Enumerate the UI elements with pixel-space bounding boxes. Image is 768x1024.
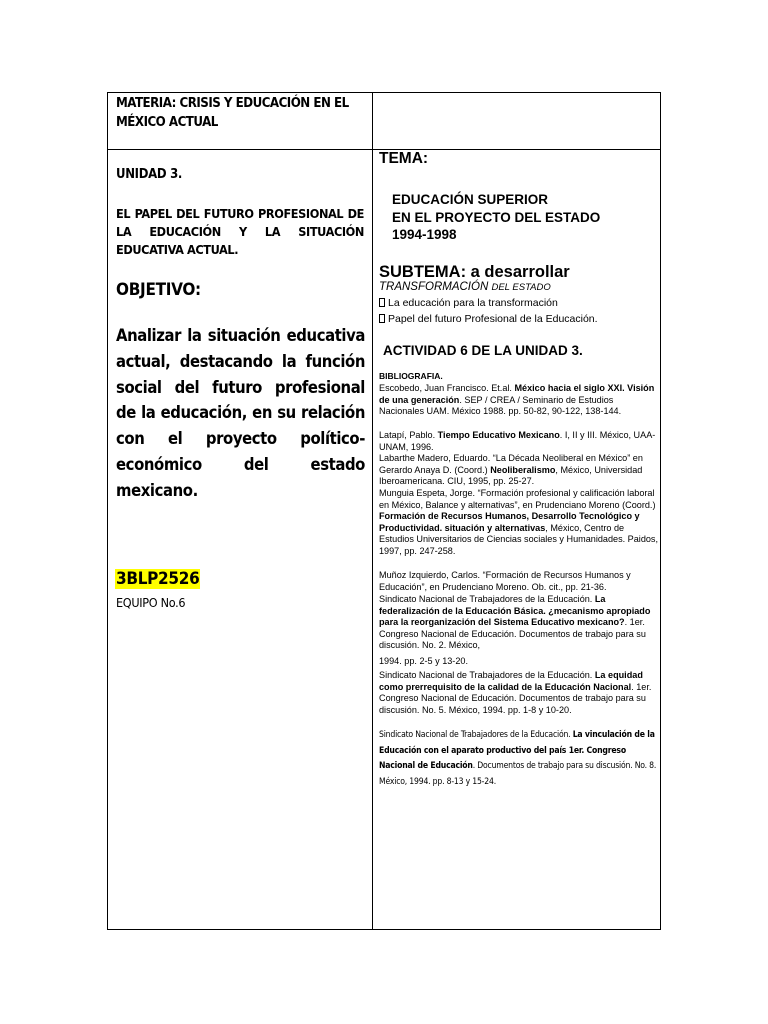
bib-text: Sindicato Nacional de Trabajadores de la Educación. xyxy=(379,594,595,604)
bib-text: . SEP / CREA / Seminario de Estudios Nacionales UAM. México 1988. pp. 50-82, 90-122, 138-144. xyxy=(379,394,622,417)
bibliography-entry xyxy=(379,670,659,716)
objetivo-text: Analizar la situación educativa actual, destacando la función social del futuro profesional de la educación, en su relación con el proyecto político-económico del estado mexicano. xyxy=(116,326,365,500)
tema-line: EN EL PROYECTO DEL ESTADO xyxy=(392,209,601,225)
bib-title: La federalización de la Educación Básica. ¿mecanismo apropiado para la reorganización del Sistema Educativo mexicano? xyxy=(379,594,651,628)
bib-text: . 1er. Congreso Nacional de Educación. Documentos de trabajo para su discusión. No. 5. México, 1994. pp. 1-8 y 10-20. xyxy=(379,681,652,715)
bib-title: Tiempo Educativo Mexicano xyxy=(437,430,560,440)
bibliography-entry xyxy=(379,570,659,593)
subtema-subtitle xyxy=(379,281,551,293)
subtema-heading: SUBTEMA: a desarrollar xyxy=(379,263,570,281)
bib-text: Escobedo, Juan Francisco. Et.al. xyxy=(379,383,515,393)
materia-title: MATERIA: CRISIS Y EDUCACIÓN EN EL MÉXICO ACTUAL xyxy=(116,96,349,130)
bib-text: . 1er. Congreso Nacional de Educación. Documentos de trabajo para su discusión. No. 2. México, xyxy=(379,617,646,651)
bib-text: Munguia Espeta, Jorge. “Formación profesional y calificación laboral en México, Balance y alternativas”, en Prudenciano Moreno (Coord.) xyxy=(379,488,656,510)
unidad-title: EL PAPEL DEL FUTURO PROFESIONAL DE LA EDUCACIÓN Y LA SITUACIÓN EDUCATIVA ACTUAL. xyxy=(116,206,364,257)
table-column-divider xyxy=(372,93,373,929)
bib-title: México hacia el siglo XXI. Visión de una generación xyxy=(379,383,655,405)
bib-text: Latapí, Pablo. xyxy=(379,430,438,440)
equipo-label: EQUIPO No.6 xyxy=(116,595,186,610)
bibliography-entry xyxy=(379,383,659,418)
subtema-subtitle-small: DEL ESTADO xyxy=(491,282,551,293)
bib-title: Formación de Recursos Humanos, Desarrollo Tecnológico y Productividad. situación y alternativas xyxy=(379,511,640,533)
tema-heading: TEMA: xyxy=(379,150,429,167)
bib-text: Labarthe Madero, Eduardo. “La Década Neoliberal en México” en Gerardo Anaya D. (Coord.) xyxy=(379,453,643,475)
document-code: 3BLP2526 xyxy=(116,569,200,589)
bibliography-entry xyxy=(379,453,659,488)
tema-line: EDUCACIÓN SUPERIOR xyxy=(392,192,549,207)
bib-text: . I, II y III. México, UAA-UNAM, 1996. xyxy=(379,430,656,452)
bibliography-entry xyxy=(379,728,659,790)
bibliography-entry xyxy=(379,594,659,668)
objetivo-heading: OBJETIVO: xyxy=(116,280,201,300)
bib-text: 1994. pp. 2-5 y 13-20. xyxy=(379,655,468,666)
bibliografia-heading: BIBLIOGRAFIA. xyxy=(379,371,443,381)
actividad-heading: ACTIVIDAD 6 DE LA UNIDAD 3. xyxy=(383,343,583,358)
bib-title: La vinculación de la Educación con el aparato productivo del país 1er. Congreso Nacional de Educación xyxy=(379,730,655,771)
bib-text: Sindicato Nacional de Trabajadores de la Educación. xyxy=(379,670,595,680)
bullet-item xyxy=(379,297,558,309)
bibliography-entry xyxy=(379,430,659,453)
bullet-text: La educación para la transformación xyxy=(388,297,558,309)
missing-glyph-icon xyxy=(379,298,385,307)
tema-line: 1994-1998 xyxy=(392,227,457,242)
subtema-subtitle-main: TRANSFORMACIÓN xyxy=(379,281,489,293)
bib-title: Neoliberalismo xyxy=(490,464,556,475)
bib-text: Muñoz Izquierdo, Carlos. “Formación de Recursos Humanos y Educación”, en Prudenciano Moreno. Ob. cit., pp. 21-36. xyxy=(379,570,631,592)
bibliography-entry xyxy=(379,488,659,558)
bib-title: La equidad como prerrequisito de la calidad de la Educación Nacional xyxy=(379,670,643,692)
tema-title xyxy=(392,191,600,244)
document-table xyxy=(107,92,661,930)
bib-text: , México, Universidad Iberoamericana. CIU, 1995, pp. 25-27. xyxy=(379,464,643,487)
bullet-text: Papel del futuro Profesional de la Educación. xyxy=(388,313,598,325)
missing-glyph-icon xyxy=(379,314,385,323)
bib-text: . Documentos de trabajo para su discusión. No. 8. México, 1994. pp. 8-13 y 15-24. xyxy=(379,761,657,787)
bib-text: Sindicato Nacional de Trabajadores de la Educación. xyxy=(379,730,573,740)
bib-text: , México, Centro de Estudios Universitarios de Ciencias sociales y Humanidades. Paidos, 1997, pp. 247-258. xyxy=(379,522,659,556)
unidad-label: UNIDAD 3. xyxy=(116,167,183,182)
bullet-item xyxy=(379,313,598,325)
